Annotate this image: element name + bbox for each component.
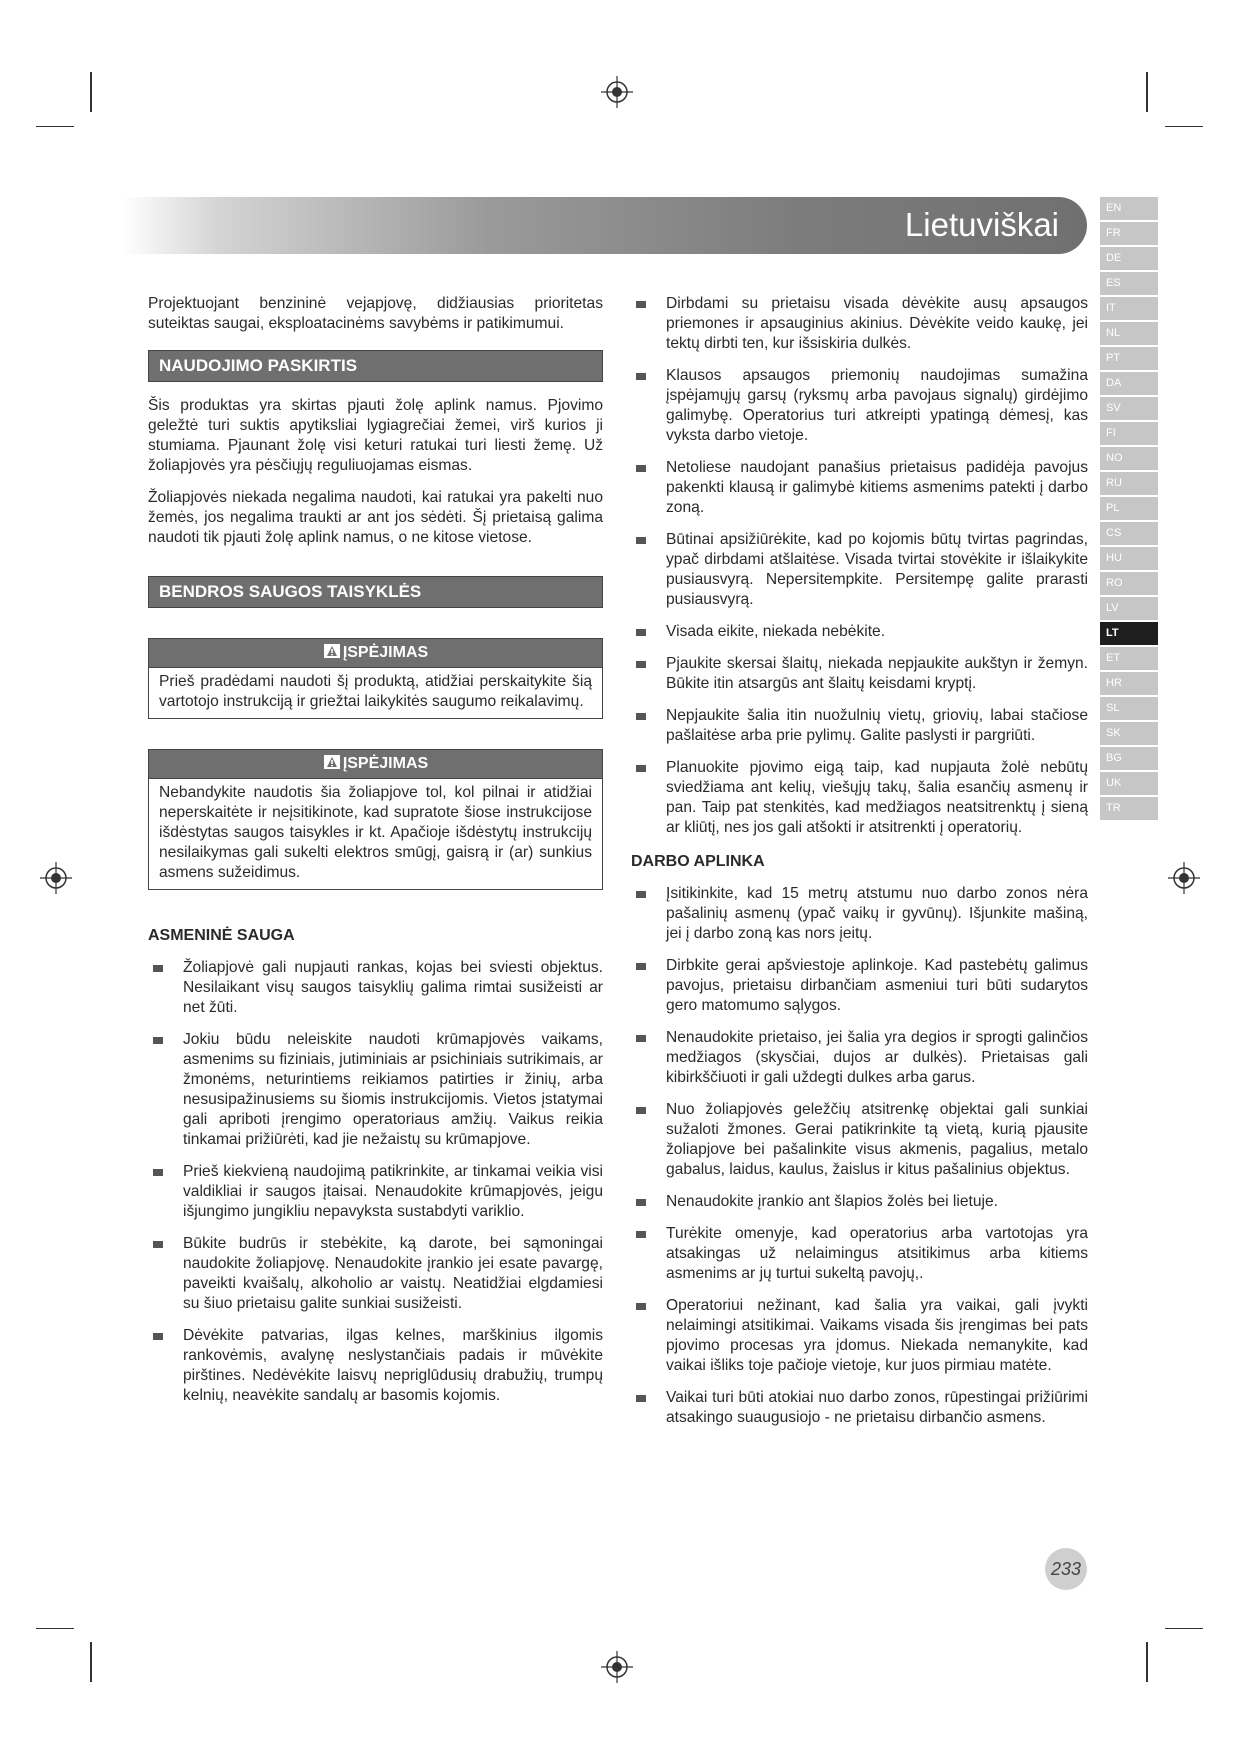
bullet-square-icon <box>636 713 646 720</box>
page-number: 233 <box>1045 1548 1087 1590</box>
bullet-square-icon <box>636 1035 646 1042</box>
work-area-item <box>631 1224 1088 1284</box>
crop-mark-bl-h <box>36 1628 74 1629</box>
warning-box-2-text: Nebandykite naudotis šia žoliapjove tol, kol pilnai ir atidžiai neperskaitėte ir neįsitikinote, kad supratote šiose instrukcijose išdėstytas saugos taisykles ir kt. Apačioje išdėstytų instrukcijų nesilaikymas gali sukelti elektros smūgį, gaisrą ir (ar) sunkius asmens sužeidimus. <box>159 784 592 881</box>
personal-safety-heading: ASMENINĖ SAUGA <box>148 927 295 944</box>
bullet-square-icon <box>153 1037 163 1044</box>
registration-mark-top-icon <box>601 76 633 108</box>
personal-safety-item <box>148 1234 603 1314</box>
personal-safety-list <box>148 958 603 1406</box>
bullet-square-icon <box>636 891 646 898</box>
language-header-bar <box>122 197 1087 254</box>
protection-item-text: Planuokite pjovimo eigą taip, kad nupjauta žolė nebūtų sviedžiama ant kelių, viešųjų takų, šalia esančių asmenų ir pan. Taip pat stenkitės, kad medžiagos neatsitrenktų į sieną ar kliūtį, nes jos gali atšokti ir atsitrenkti į operatorių. <box>666 759 1088 836</box>
crop-mark-bl-v <box>90 1642 92 1682</box>
work-area-item-text: Operatoriui nežinant, kad šalia yra vaikai, gali įvykti nelaimingi atsitikimai. Vaikams visada šis įrengimas bei pats pjovimo procesas yra įdomus. Niekada nemanykite, kad vaikai išliks toje pačioje vietoje, kur juos pirmiau matėte. <box>666 1297 1088 1374</box>
protection-bullet-list <box>631 294 1088 838</box>
language-tab-ru[interactable]: RU <box>1100 472 1158 495</box>
work-area-item <box>631 956 1088 1016</box>
crop-mark-tr-h <box>1165 126 1203 127</box>
bullet-square-icon <box>636 465 646 472</box>
protection-item-text: Pjaukite skersai šlaitų, niekada nepjaukite aukštyn ir žemyn. Būkite itin atsargūs ant šlaitų keisdami kryptį. <box>666 655 1088 692</box>
language-tab-hu[interactable]: HU <box>1100 547 1158 570</box>
personal-safety-item <box>148 958 603 1018</box>
warning-box-2-title-text: ĮSPĖJIMAS <box>342 755 429 772</box>
work-area-item-text: Nuo žoliapjovės geležčių atsitrenkę objektai gali sunkiai sužaloti žmones. Gerai patikrinkite tą vietą, kurią pjausite žoliapjove bei pašalinkite visus akmenis, pagalius, metalo gabalus, laidus, kaulus, žaislus ir kitus pašalinius objektus. <box>666 1101 1088 1178</box>
crop-mark-tl-h <box>36 126 74 127</box>
personal-safety-item <box>148 1162 603 1222</box>
work-area-item-text: Vaikai turi būti atokiai nuo darbo zonos, rūpestingai prižiūrimi atsakingo suaugusiojo - ne prietaisu dirbančio asmens. <box>666 1389 1088 1426</box>
work-area-item <box>631 1192 1088 1212</box>
protection-item <box>631 654 1088 694</box>
language-tab-it[interactable]: IT <box>1100 297 1158 320</box>
protection-item <box>631 706 1088 746</box>
protection-item <box>631 758 1088 838</box>
work-area-item-text: Dirbkite gerai apšviestoje aplinkoje. Kad pastebėtų galimus pavojus, prietaisu dirbančiam asmeniui turi būti sudarytos gero matomumo sąlygos. <box>666 957 1088 1014</box>
registration-mark-left-icon <box>40 862 72 894</box>
page-title: Lietuviškai <box>904 206 1059 243</box>
work-area-item-text: Nenaudokite įrankio ant šlapios žolės bei lietuje. <box>666 1193 998 1210</box>
language-tab-sk[interactable]: SK <box>1100 722 1158 745</box>
registration-mark-right-icon <box>1168 862 1200 894</box>
language-tab-da[interactable]: DA <box>1100 372 1158 395</box>
protection-item <box>631 366 1088 446</box>
language-tab-lv[interactable]: LV <box>1100 597 1158 620</box>
language-tab-tr[interactable]: TR <box>1100 797 1158 820</box>
language-tab-pt[interactable]: PT <box>1100 347 1158 370</box>
personal-safety-item-text: Dėvėkite patvarias, ilgas kelnes, marškinius ilgomis rankovėmis, avalynę neslystančiais padais ir mūvėkite pirštines. Nedėvėkite laisvų nepriglūdusių drabužių, trumpų kelnių, neavėkite sandalų ar basomis kojomis. <box>183 1327 603 1404</box>
work-area-item-text: Įsitikinkite, kad 15 metrų atstumu nuo darbo zonos nėra pašalinių asmenų (ypač vaikų ir gyvūnų). Išjunkite mašiną, jei į darbo zoną kas nors įeitų. <box>666 885 1088 942</box>
bullet-square-icon <box>636 661 646 668</box>
work-area-item-text: Turėkite omenyje, kad operatorius arba vartotojas yra atsakingas už nelaimingus atsitikimus arba kitiems asmenims ar jų turtui sukeltą pavojų,. <box>666 1225 1088 1282</box>
language-tab-fr[interactable]: FR <box>1100 222 1158 245</box>
warning-box-1-title <box>149 639 602 668</box>
language-tab-pl[interactable]: PL <box>1100 497 1158 520</box>
protection-item-text: Dirbdami su prietaisu visada dėvėkite ausų apsaugos priemones ir apsauginius akinius. Dėvėkite veido kaukę, jei tektų dirbti ten, kur išsiskiria dulkės. <box>666 295 1088 352</box>
usage-paragraph-1: Šis produktas yra skirtas pjauti žolę aplink namus. Pjovimo geležtė turi suktis apytiksliai lygiagrečiai žemei, virš kurios ji stumiama. Pjaunant žolę visi keturi ratukai turi liesti žemę. Už žoliapjovės yra pėsčiųjų reguliuojamas eismas. <box>148 397 603 474</box>
bullet-square-icon <box>636 301 646 308</box>
language-tab-en[interactable]: EN <box>1100 197 1158 220</box>
protection-item-text: Būtinai apsižiūrėkite, kad po kojomis būtų tvirtas pagrindas, ypač dirbdami atšlaitėse. Visada tvirtai stovėkite ir išlaikykite pusiausvyrą. Nepersitempkite. Persitempę galite prarasti pusiausvyrą. <box>666 531 1088 608</box>
language-tab-ro[interactable]: RO <box>1100 572 1158 595</box>
bullet-square-icon <box>636 373 646 380</box>
crop-mark-tl-v <box>90 72 92 112</box>
protection-item-text: Visada eikite, niekada nebėkite. <box>666 623 886 640</box>
work-area-item <box>631 1028 1088 1088</box>
personal-safety-item <box>148 1030 603 1150</box>
bullet-square-icon <box>636 537 646 544</box>
work-area-item <box>631 1296 1088 1376</box>
personal-safety-item-text: Prieš kiekvieną naudojimą patikrinkite, ar tinkamai veikia visi valdikliai ir saugos įtaisai. Nenaudokite krūmapjovės, jeigu išjungimo jungikliu nepavyksta sustabdyti variklio. <box>183 1163 603 1220</box>
safety-heading: BENDROS SAUGOS TAISYKLĖS <box>148 576 603 608</box>
personal-safety-item-text: Jokiu būdu neleiskite naudoti krūmapjovės vaikams, asmenims su fiziniais, jutiminiais ar psichiniais sutrikimais, ar žmonėms, neturintiems reikiamos patirties ir žinių, arba nesusipažinusiems su šiomis instrukcijomis. Vietos įstatymai gali apriboti įrengimo operatoriaus amžių. Vaikus reikia tinkamai prižiūrėti, kad jie nežaistų su krūmapjove. <box>183 1031 603 1148</box>
usage-paragraph-2: Žoliapjovės niekada negalima naudoti, kai ratukai yra pakelti nuo žemės, jos negalima traukti ar ant jos sėdėti. Šį prietaisą galima naudoti tik pjauti žolę aplink namus, o ne kitose vietose. <box>148 489 603 546</box>
work-area-item <box>631 884 1088 944</box>
warning-box-2-title <box>149 750 602 779</box>
language-tab-de[interactable]: DE <box>1100 247 1158 270</box>
language-tab-lt[interactable]: LT <box>1100 622 1158 645</box>
personal-safety-item-text: Būkite budrūs ir stebėkite, ką darote, bei sąmoningai naudokite žoliapjovę. Nenaudokite įrankio jei esate pavargę, paveikti kvaišalų, alkoholio ar vaistų. Neatidžiai elgdamiesi su šiuo prietaisu galite sunkiai susižeisti. <box>183 1235 603 1312</box>
protection-item-text: Nepjaukite šalia itin nuožulnių vietų, griovių, labai stačiose pašlaitėse arba prie pylimų. Galite paslysti ir pargriūti. <box>666 707 1088 744</box>
work-area-item-text: Nenaudokite prietaiso, jei šalia yra degios ir sprogti galinčios medžiagos (skysčiai, dujos ar dulkės). Prietaisas gali kibirkščiuoti ir gali uždegti dulkes arba garus. <box>666 1029 1088 1086</box>
usage-heading: NAUDOJIMO PASKIRTIS <box>148 350 603 382</box>
language-tab-sv[interactable]: SV <box>1100 397 1158 420</box>
language-tab-fi[interactable]: FI <box>1100 422 1158 445</box>
protection-item <box>631 458 1088 518</box>
warning-manual-icon <box>323 643 341 659</box>
language-tab-sl[interactable]: SL <box>1100 697 1158 720</box>
language-tab-et[interactable]: ET <box>1100 647 1158 670</box>
personal-safety-item-text: Žoliapjovė gali nupjauti rankas, kojas bei sviesti objektus. Nesilaikant visų saugos taisyklių galima rimtai susižeisti ar net žūti. <box>183 959 603 1016</box>
left-column <box>148 294 603 1418</box>
language-tab-list <box>1100 197 1158 822</box>
warning-manual-icon <box>323 754 341 770</box>
language-tab-es[interactable]: ES <box>1100 272 1158 295</box>
bullet-square-icon <box>636 1303 646 1310</box>
warning-box-1-title-text: ĮSPĖJIMAS <box>342 644 429 661</box>
bullet-square-icon <box>153 1169 163 1176</box>
warning-box-2 <box>148 749 603 890</box>
bullet-square-icon <box>636 765 646 772</box>
bullet-square-icon <box>153 1241 163 1248</box>
protection-item-text: Netoliese naudojant panašius prietaisus padidėja pavojus pakenkti klausą ir galimybė kitiems asmenims patekti į darbo zoną. <box>666 459 1088 516</box>
bullet-square-icon <box>636 1231 646 1238</box>
language-tab-nl[interactable]: NL <box>1100 322 1158 345</box>
crop-mark-br-v <box>1146 1642 1148 1682</box>
protection-item <box>631 622 1088 642</box>
bullet-square-icon <box>636 1395 646 1402</box>
right-column <box>631 294 1088 1440</box>
warning-box-1 <box>148 638 603 719</box>
personal-safety-item <box>148 1326 603 1406</box>
language-tab-cs[interactable]: CS <box>1100 522 1158 545</box>
bullet-square-icon <box>636 1107 646 1114</box>
bullet-square-icon <box>636 629 646 636</box>
warning-box-1-text: Prieš pradėdami naudoti šį produktą, atidžiai perskaitykite šią vartotojo instrukciją ir griežtai laikykitės saugumo reikalavimų. <box>159 673 592 710</box>
work-area-item <box>631 1100 1088 1180</box>
protection-item <box>631 294 1088 354</box>
language-tab-no[interactable]: NO <box>1100 447 1158 470</box>
bullet-square-icon <box>636 963 646 970</box>
language-tab-bg[interactable]: BG <box>1100 747 1158 770</box>
protection-item <box>631 530 1088 610</box>
crop-mark-tr-v <box>1146 72 1148 112</box>
intro-paragraph: Projektuojant benzininė vejapjovę, didžiausias prioritetas suteiktas saugai, eksploatacinėms savybėms ir patikimumui. <box>148 295 603 332</box>
bullet-square-icon <box>636 1199 646 1206</box>
protection-item-text: Klausos apsaugos priemonių naudojimas sumažina įspėjamųjų garsų (ryksmų arba pavojaus signalų) girdėjimo galimybę. Operatorius turi atkreipti ypatingą dėmesį, kas vyksta darbo vietoje. <box>666 367 1088 444</box>
language-tab-uk[interactable]: UK <box>1100 772 1158 795</box>
crop-mark-br-h <box>1165 1628 1203 1629</box>
work-area-list <box>631 884 1088 1428</box>
work-area-heading: DARBO APLINKA <box>631 853 765 870</box>
work-area-item <box>631 1388 1088 1428</box>
bullet-square-icon <box>153 1333 163 1340</box>
language-tab-hr[interactable]: HR <box>1100 672 1158 695</box>
bullet-square-icon <box>153 965 163 972</box>
registration-mark-bottom-icon <box>601 1651 633 1683</box>
